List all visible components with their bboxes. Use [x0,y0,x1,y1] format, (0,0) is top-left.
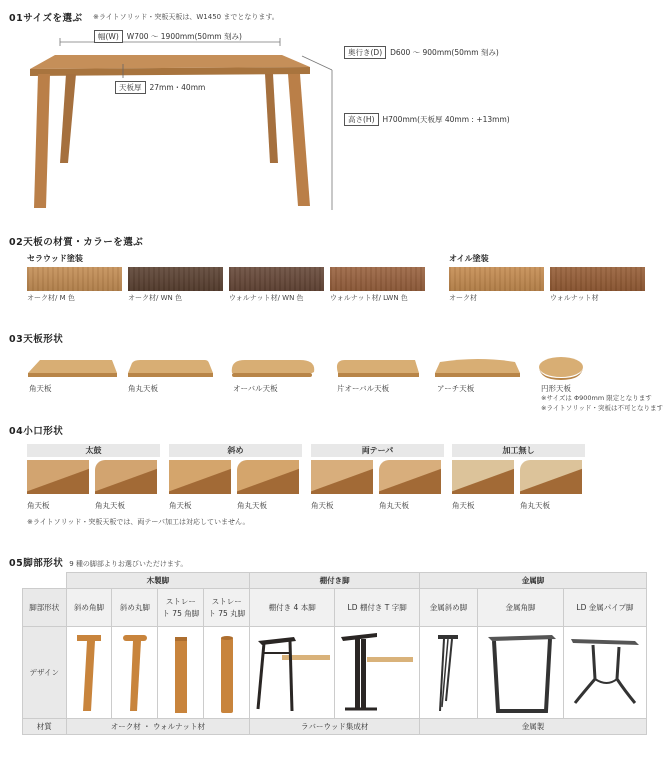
edge-sample-rounded [520,460,582,494]
depth-dimension [344,46,499,59]
leg-name: ストレート 75 丸脚 [204,589,250,627]
section-2-title [9,234,143,248]
section-5-subtitle: 9 種の脚部よりお選びいただけます。 [69,560,188,568]
material-wood: オーク材 ・ ウォルナット材 [66,719,250,735]
material-rubberwood: ラバーウッド集成材 [250,719,420,735]
circle-note-size: ※サイズは Φ900mm 限定となります [541,394,652,402]
color-swatch[interactable] [550,267,645,303]
shape-label: 円形天板 [541,384,571,393]
swatch-color [128,267,223,291]
oil-finish-heading: オイル塗装 [449,254,489,263]
color-swatch[interactable] [128,267,223,303]
edge-label-square: 角天板 [169,501,192,510]
swatch-label: オーク材/ WN 色 [128,294,182,302]
leg-name: LD 金属パイプ脚 [563,589,646,627]
swatch-label: オーク材 [449,294,477,302]
edge-sample-square [27,460,89,494]
leg-design-angled-round [112,627,158,719]
row-header-design: デザイン [23,627,67,719]
section-1-number: 01 [9,13,24,24]
edge-sample-rounded [237,460,299,494]
corner-cell [23,573,67,589]
top-shape-illustrations [0,350,665,386]
shape-label: アーチ天板 [437,384,475,393]
shape-half-oval [337,360,419,373]
edge-label-rounded: 角丸天板 [520,501,550,510]
swatch-color [330,267,425,291]
ceramic-coating-heading: セラウッド塗装 [27,254,83,263]
leg-name: 斜め角脚 [66,589,112,627]
depth-tag: 奥行き(D) [344,46,386,59]
width-tag: 幅(W) [94,30,123,43]
group-wood-legs: 木製脚 [66,573,250,589]
row-header-shape: 脚部形状 [23,589,67,627]
section-2-number: 02 [9,237,24,248]
color-swatch[interactable] [449,267,544,303]
edge-sample-square [311,460,373,494]
color-swatch[interactable] [27,267,122,303]
leg-name: 金属角脚 [478,589,564,627]
section-5-heading: 脚部形状 [23,558,64,569]
edge-sample-square [452,460,514,494]
edge-group-header: 両テーパ [311,444,444,457]
shape-label: オーバル天板 [233,384,278,393]
swatch-label: ウォルナット材/ LWN 色 [330,294,408,302]
swatch-color [27,267,122,291]
edge-sample-rounded [379,460,441,494]
row-header-material: 材質 [23,719,67,735]
section-5-title [9,555,63,569]
color-swatch[interactable] [330,267,425,303]
leg-design-shelf-four [250,627,335,719]
edge-label-rounded: 角丸天板 [379,501,409,510]
thickness-tag: 天板厚 [115,81,146,94]
edge-note: ※ライトソリッド・突板天板では、両テーパ加工は対応していません。 [27,518,250,526]
shape-label: 角丸天板 [128,384,158,393]
shape-arch [435,359,520,373]
section-4-number: 04 [9,426,24,437]
swatch-label: ウォルナット材/ WN 色 [229,294,304,302]
table-dimension-illustration [20,28,350,218]
leg-design-shelf-t [335,627,420,719]
thickness-value: 27mm・40mm [149,83,206,92]
leg-table [22,572,647,735]
section-4-heading: 小口形状 [23,426,64,437]
thickness-dimension [115,81,205,94]
section-3-title [9,331,63,345]
height-dimension [344,113,510,126]
width-dimension [94,30,242,43]
leg-design-metal-pipe [563,627,646,719]
edge-label-square: 角天板 [311,501,334,510]
section-2-heading: 天板の材質・カラーを選ぶ [23,237,144,248]
depth-value: D600 〜 900mm(50mm 刻み) [390,48,499,57]
color-swatch[interactable] [229,267,324,303]
shape-oval [232,360,314,373]
leg-name: ストレート 75 角脚 [158,589,204,627]
edge-group-header: 太鼓 [27,444,160,457]
leg-design-angled-square [66,627,112,719]
edge-group-header: 加工無し [452,444,585,457]
edge-label-rounded: 角丸天板 [237,501,267,510]
edge-label-square: 角天板 [27,501,50,510]
shape-square [28,360,117,373]
swatch-color [229,267,324,291]
section-1-note: ※ライトソリッド・突板天板は、W1450 までとなります。 [93,13,279,21]
shape-label: 角天板 [29,384,52,393]
leg-design-metal-angled [420,627,478,719]
section-5-number: 05 [9,558,24,569]
circle-note-material: ※ライトソリッド・突板は不可となります [541,404,663,412]
edge-label-rounded: 角丸天板 [95,501,125,510]
group-metal-legs: 金属脚 [420,573,647,589]
edge-group-header: 斜め [169,444,302,457]
swatch-label: オーク材/ M 色 [27,294,75,302]
edge-label-square: 角天板 [452,501,475,510]
swatch-label: ウォルナット材 [550,294,599,302]
edge-sample-square [169,460,231,494]
shape-circle [539,357,583,377]
swatch-color [550,267,645,291]
height-value: H700mm(天板厚 40mm : +13mm) [382,115,510,124]
material-metal: 金属製 [420,719,647,735]
width-value: W700 〜 1900mm(50mm 刻み) [126,32,242,41]
swatch-color [449,267,544,291]
leg-name: LD 棚付き T 字脚 [335,589,420,627]
section-4-title [9,423,63,437]
leg-design-straight-round [204,627,250,719]
section-1-heading: サイズを選ぶ [23,13,83,24]
group-shelf-legs: 棚付き脚 [250,573,420,589]
leg-design-metal-square [478,627,564,719]
leg-design-straight-square [158,627,204,719]
section-3-heading: 天板形状 [23,334,64,345]
shape-label: 片オーバル天板 [337,384,390,393]
shape-rounded [128,360,213,373]
section-5-header [9,555,187,569]
section-3-number: 03 [9,334,24,345]
section-1-title [9,10,82,24]
leg-name: 金属斜め脚 [420,589,478,627]
edge-sample-rounded [95,460,157,494]
height-tag: 高さ(H) [344,113,379,126]
leg-name: 棚付き 4 本脚 [250,589,335,627]
leg-name: 斜め丸脚 [112,589,158,627]
